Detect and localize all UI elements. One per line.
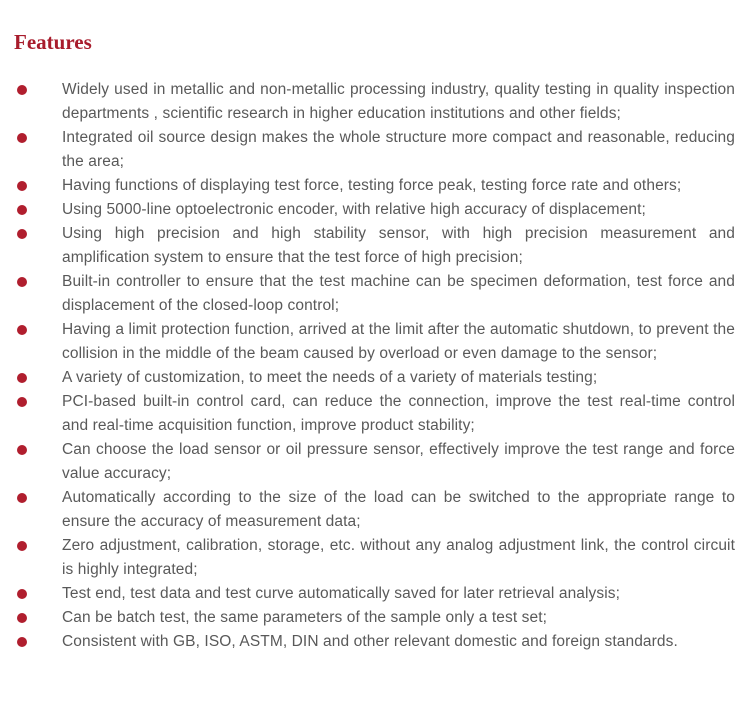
- bullet-icon: [17, 181, 27, 191]
- feature-text: Using high precision and high stability sensor, with high precision measurement and amplification system to ensure that the test force of high precision;: [62, 225, 735, 266]
- feature-item: [0, 174, 750, 198]
- features-list: [0, 78, 750, 654]
- feature-text: Built-in controller to ensure that the test machine can be specimen deformation, test force and displacement of the closed-loop control;: [62, 273, 735, 314]
- feature-item: [0, 630, 750, 654]
- bullet-icon: [17, 325, 27, 335]
- feature-item: [0, 582, 750, 606]
- bullet-icon: [17, 589, 27, 599]
- feature-item: [0, 126, 750, 174]
- bullet-icon: [17, 205, 27, 215]
- feature-text: Widely used in metallic and non-metallic processing industry, quality testing in quality inspection departments , scientific research in higher education institutions and other fields;: [62, 81, 735, 122]
- bullet-icon: [17, 133, 27, 143]
- feature-item: [0, 390, 750, 438]
- feature-item: [0, 270, 750, 318]
- feature-text: Having a limit protection function, arrived at the limit after the automatic shutdown, to prevent the collision in the middle of the beam caused by overload or even damage to the sensor;: [62, 321, 735, 362]
- feature-item: [0, 318, 750, 366]
- feature-text: Zero adjustment, calibration, storage, etc. without any analog adjustment link, the control circuit is highly integrated;: [62, 537, 735, 578]
- feature-item: [0, 534, 750, 582]
- bullet-icon: [17, 493, 27, 503]
- feature-text: Automatically according to the size of the load can be switched to the appropriate range to ensure the accuracy of measurement data;: [62, 489, 735, 530]
- feature-item: [0, 486, 750, 534]
- feature-item: [0, 198, 750, 222]
- feature-text: A variety of customization, to meet the needs of a variety of materials testing;: [62, 369, 598, 386]
- feature-text: Using 5000-line optoelectronic encoder, with relative high accuracy of displacement;: [62, 201, 646, 218]
- bullet-icon: [17, 229, 27, 239]
- bullet-icon: [17, 85, 27, 95]
- features-heading: Features: [14, 30, 92, 54]
- feature-text: Having functions of displaying test force, testing force peak, testing force rate and others;: [62, 177, 682, 194]
- feature-text: Test end, test data and test curve automatically saved for later retrieval analysis;: [62, 585, 621, 602]
- bullet-icon: [17, 637, 27, 647]
- feature-text: Consistent with GB, ISO, ASTM, DIN and other relevant domestic and foreign standards.: [62, 633, 678, 650]
- feature-text: Can choose the load sensor or oil pressure sensor, effectively improve the test range and force value accuracy;: [62, 441, 735, 482]
- feature-text: Integrated oil source design makes the whole structure more compact and reasonable, reducing the area;: [62, 129, 735, 170]
- feature-item: [0, 222, 750, 270]
- bullet-icon: [17, 277, 27, 287]
- feature-item: [0, 606, 750, 630]
- bullet-icon: [17, 445, 27, 455]
- bullet-icon: [17, 541, 27, 551]
- bullet-icon: [17, 613, 27, 623]
- feature-item: [0, 438, 750, 486]
- feature-text: Can be batch test, the same parameters of the sample only a test set;: [62, 609, 548, 626]
- feature-item: [0, 78, 750, 126]
- bullet-icon: [17, 373, 27, 383]
- feature-text: PCI-based built-in control card, can reduce the connection, improve the test real-time control and real-time acquisition function, improve product stability;: [62, 393, 735, 434]
- feature-item: [0, 366, 750, 390]
- bullet-icon: [17, 397, 27, 407]
